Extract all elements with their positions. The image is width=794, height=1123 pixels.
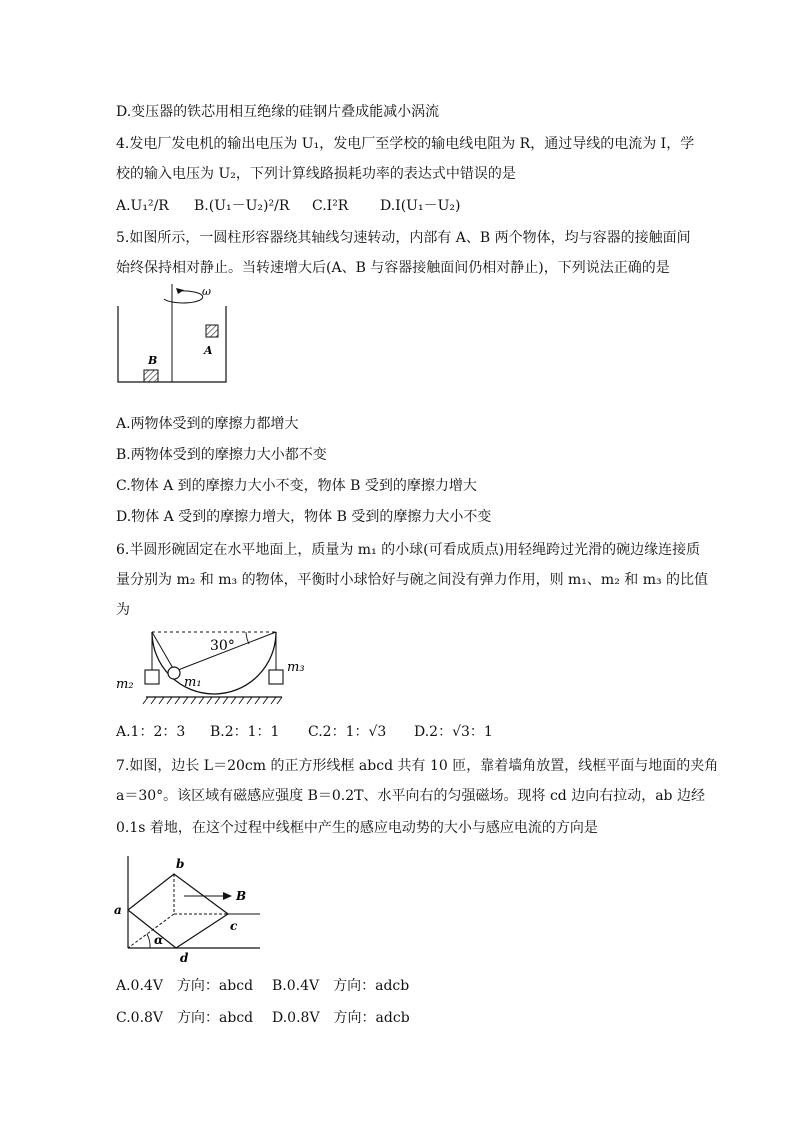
square-coil bbox=[128, 874, 228, 948]
q7-option-a: A.0.4V 方向：abcd bbox=[116, 978, 254, 994]
rotation-arrow bbox=[164, 291, 203, 303]
m1-label: m₁ bbox=[184, 675, 202, 690]
omega-label: ω bbox=[202, 285, 211, 298]
q3-option-d: D.变压器的铁芯用相互绝缘的硅钢片叠成能减小涡流 bbox=[116, 104, 440, 120]
block-a bbox=[206, 325, 218, 337]
ball-m1 bbox=[168, 667, 180, 679]
q6-stem-line-1: 6.半圆形碗固定在水平地面上，质量为 m₁ 的小球(可看成质点)用轻绳跨过光滑的碗边缘连接质 bbox=[116, 542, 701, 558]
q7-stem-line-2: a＝30°。该区域有磁感应强度 B＝0.2T、水平向右的匀强磁场。现将 cd 边向右拉动，ab 边经 bbox=[116, 788, 705, 804]
q7-options-row-2 bbox=[116, 1008, 410, 1028]
q4-option-d: D.I(U₁－U₂) bbox=[380, 198, 461, 214]
q6-bowl-figure bbox=[112, 626, 312, 712]
q4-option-b: B.(U₁－U₂)²/R bbox=[194, 198, 290, 214]
angle-arc bbox=[246, 632, 249, 644]
m2-label: m₂ bbox=[116, 677, 134, 692]
q5-stem-line-2: 始终保持相对静止。当转速增大后(A、B 与容器接触面间仍相对静止)，下列说法正确的是 bbox=[116, 260, 670, 276]
q7-option-b: B.0.4V 方向：adcb bbox=[272, 978, 410, 994]
q6-option-d: D.2：√3：1 bbox=[414, 724, 493, 740]
label-field-b: B bbox=[236, 889, 247, 903]
q6-option-c: C.2：1：√3 bbox=[308, 724, 387, 740]
alpha-arc bbox=[147, 934, 150, 948]
angle-label: 30° bbox=[210, 638, 235, 654]
q7-options-row-1 bbox=[116, 976, 409, 996]
q4-stem-line-2: 校的输入电压为 U₂，下列计算线路损耗功率的表达式中错误的是 bbox=[116, 166, 516, 182]
q4-option-c: C.I²R bbox=[312, 198, 349, 214]
block-m3 bbox=[269, 670, 283, 684]
q6-option-b: B.2：1：1 bbox=[210, 724, 280, 740]
q7-stem-line-3: 0.1s 着地，在这个过程中线框中产生的感应电动势的大小与感应电流的方向是 bbox=[116, 820, 598, 836]
q7-stem-line-1: 7.如图，边长 L＝20cm 的正方形线框 abcd 共有 10 匝，靠着墙角放置，线框平面与地面的夹角 bbox=[116, 758, 719, 774]
label-a: A bbox=[204, 344, 213, 357]
q5-option-a: A.两物体受到的摩擦力都增大 bbox=[116, 416, 299, 432]
q5-rotating-container-figure bbox=[112, 282, 242, 388]
ground-hatching bbox=[143, 697, 282, 704]
q6-options bbox=[116, 722, 493, 742]
q7-option-c: C.0.8V 方向：abcd bbox=[116, 1010, 254, 1026]
q7-option-d: D.0.8V 方向：adcb bbox=[272, 1010, 410, 1026]
block-b bbox=[144, 370, 158, 382]
q6-option-a: A.1：2：3 bbox=[116, 724, 186, 740]
label-a: a bbox=[114, 903, 122, 917]
q4-options bbox=[116, 196, 460, 216]
m3-label: m₃ bbox=[287, 660, 305, 675]
q6-stem-line-3: 为 bbox=[116, 602, 130, 618]
q6-stem-line-2: 量分别为 m₂ 和 m₃ 的物体，平衡时小球恰好与碗之间没有弹力作用，则 m₁、m₂ 和 m₃ 的比值 bbox=[116, 572, 709, 588]
q4-stem-line-1: 4.发电厂发电机的输出电压为 U₁，发电厂至学校的输电线电阻为 R，通过导线的电流为 I，学 bbox=[116, 136, 695, 152]
block-m2 bbox=[145, 670, 159, 684]
q5-option-d: D.物体 A 受到的摩擦力增大，物体 B 受到的摩擦力大小不变 bbox=[116, 509, 492, 525]
label-b: b bbox=[176, 857, 185, 871]
label-d: d bbox=[180, 951, 189, 965]
label-b: B bbox=[148, 354, 158, 367]
q5-stem-line-1: 5.如图所示，一圆柱形容器绕其轴线匀速转动，内部有 A、B 两个物体，均与容器的接触面间 bbox=[116, 230, 691, 246]
q5-option-c: C.物体 A 到的摩擦力大小不变，物体 B 受到的摩擦力增大 bbox=[116, 478, 477, 494]
q5-option-b: B.两物体受到的摩擦力大小都不变 bbox=[116, 447, 327, 463]
q7-coil-figure bbox=[110, 852, 270, 966]
label-alpha: α bbox=[154, 933, 164, 947]
q4-option-a: A.U₁²/R bbox=[116, 198, 169, 214]
label-c: c bbox=[230, 919, 238, 933]
